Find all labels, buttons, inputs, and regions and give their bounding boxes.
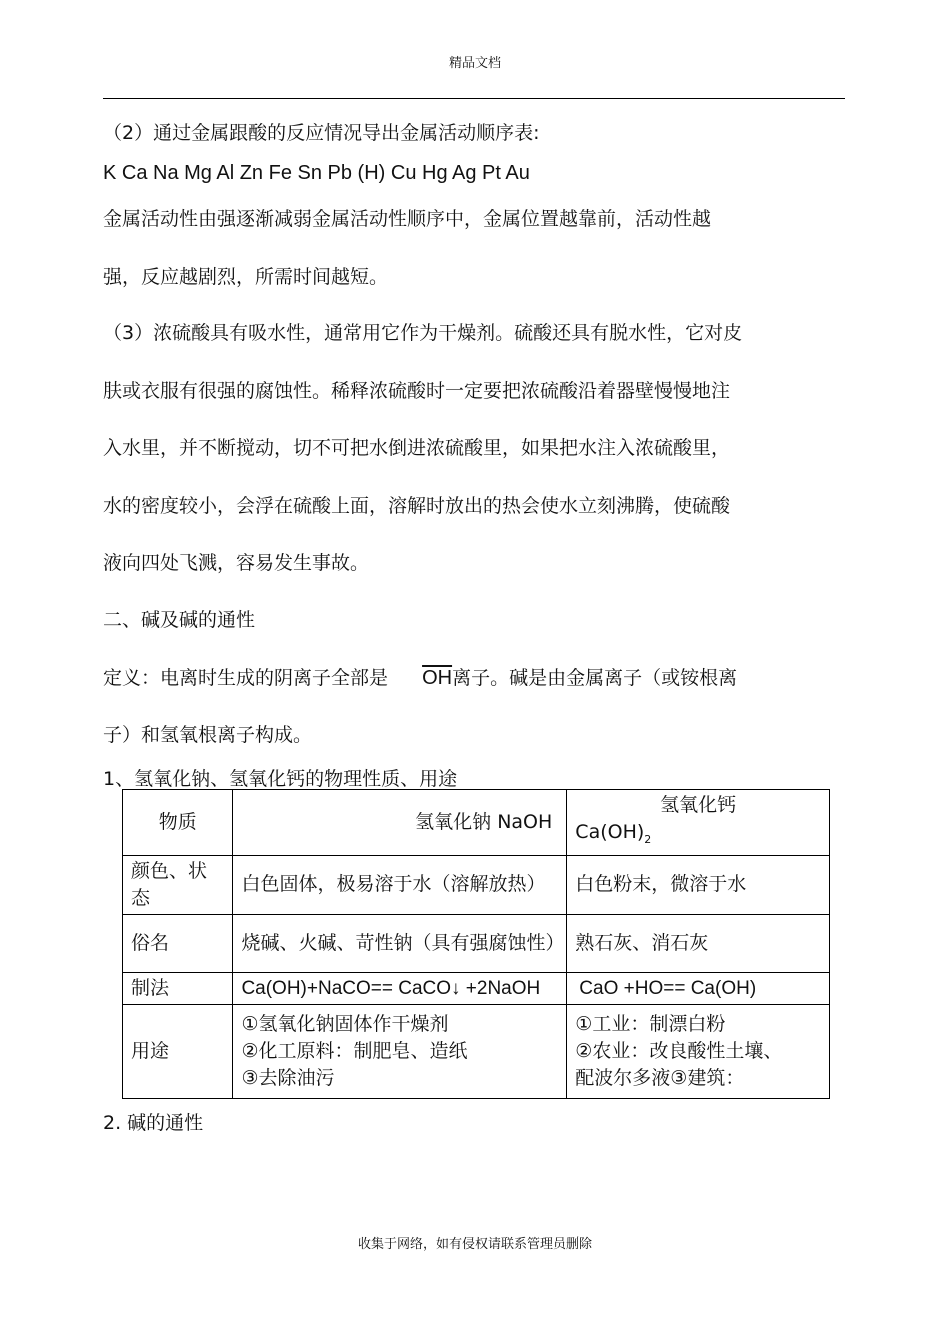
row-label-uses: 用途 (123, 1004, 233, 1098)
caoh2-common-name: 熟石灰、消石灰 (567, 914, 830, 972)
paragraph-activity-intro: （2）通过金属跟酸的反应情况导出金属活动顺序表: (103, 122, 540, 144)
subheading-properties: 1、氢氧化钠、氢氧化钙的物理性质、用途 (103, 768, 458, 790)
definition-line-1 (103, 663, 737, 690)
definition-suffix: 离子。碱是由金属离子（或铵根离 (452, 667, 738, 689)
table-row (123, 914, 830, 972)
table-row (123, 855, 830, 914)
table-row (123, 972, 830, 1004)
table-header-row (123, 790, 830, 856)
naoh-uses (233, 1004, 567, 1098)
activity-series: K Ca Na Mg Al Zn Fe Sn Pb (H) Cu Hg Ag Pt Au (103, 162, 530, 184)
naoh-use-2: ②化工原料：制肥皂、造纸 (241, 1039, 468, 1062)
naoh-common-name: 烧碱、火碱、苛性钠（具有强腐蚀性） (233, 914, 567, 972)
naoh-preparation: Ca(OH)+NaCO== CaCO↓ +2NaOH (233, 972, 567, 1004)
caoh2-preparation: CaO +HO== Ca(OH) (567, 972, 830, 1004)
paragraph-sulfuric-4: 水的密度较小，会浮在硫酸上面，溶解时放出的热会使水立刻沸腾，使硫酸 (103, 495, 731, 517)
paragraph-activity-1: 金属活动性由强逐渐减弱金属活动性顺序中，金属位置越靠前，活动性越 (103, 208, 712, 230)
header-naoh: 氢氧化钠 NaOH (233, 790, 567, 856)
header-caoh2-name: 氢氧化钙 (660, 794, 737, 816)
page-footer: 收集于网络，如有侵权请联系管理员删除 (357, 1237, 592, 1252)
paragraph-sulfuric-5: 液向四处飞溅，容易发生事故。 (103, 552, 370, 574)
caoh2-uses (567, 1004, 830, 1098)
paragraph-sulfuric-3: 入水里，并不断搅动，切不可把水倒进浓硫酸里，如果把水注入浓硫酸里， (103, 437, 731, 459)
definition-line-2: 子）和氢氧根离子构成。 (103, 724, 313, 746)
row-label-common-name: 俗名 (123, 914, 233, 972)
header-substance: 物质 (123, 790, 233, 856)
row-label-appearance: 颜色、状态 (123, 855, 233, 914)
row-label-preparation: 制法 (123, 972, 233, 1004)
hydroxide-ion: $\overline{OH}$ (422, 667, 453, 689)
subheading-general-properties: 2. 碱的通性 (103, 1112, 204, 1134)
paragraph-sulfuric-1: （3）浓硫酸具有吸水性，通常用它作为干燥剂。硫酸还具有脱水性，它对皮 (103, 322, 743, 344)
paragraph-sulfuric-2: 肤或衣服有很强的腐蚀性。稀释浓硫酸时一定要把浓硫酸沿着器壁慢慢地注 (103, 380, 731, 402)
caoh2-use-3: 配波尔多液③建筑： (575, 1066, 745, 1089)
header-caoh2 (567, 790, 830, 856)
caoh2-appearance: 白色粉末，微溶于水 (567, 855, 830, 914)
caoh2-use-1: ①工业：制漂白粉 (575, 1012, 726, 1035)
page-header: 精品文档 (448, 56, 501, 71)
naoh-use-3: ③去除油污 (241, 1066, 335, 1089)
naoh-appearance: 白色固体，极易溶于水（溶解放热） (233, 855, 567, 914)
caoh2-use-2: ②农业：改良酸性土壤、 (575, 1039, 783, 1062)
definition-prefix: 定义：电离时生成的阴离子全部是 (103, 667, 389, 689)
header-caoh2-formula: $Ca(OH)_2$ (575, 821, 652, 846)
header-rule (103, 98, 845, 99)
naoh-use-1: ①氢氧化钠固体作干燥剂 (241, 1012, 449, 1035)
section-heading-bases: 二、碱及碱的通性 (103, 609, 256, 631)
paragraph-activity-2: 强，反应越剧烈，所需时间越短。 (103, 266, 389, 288)
properties-table (122, 789, 830, 1099)
table-row (123, 1004, 830, 1098)
